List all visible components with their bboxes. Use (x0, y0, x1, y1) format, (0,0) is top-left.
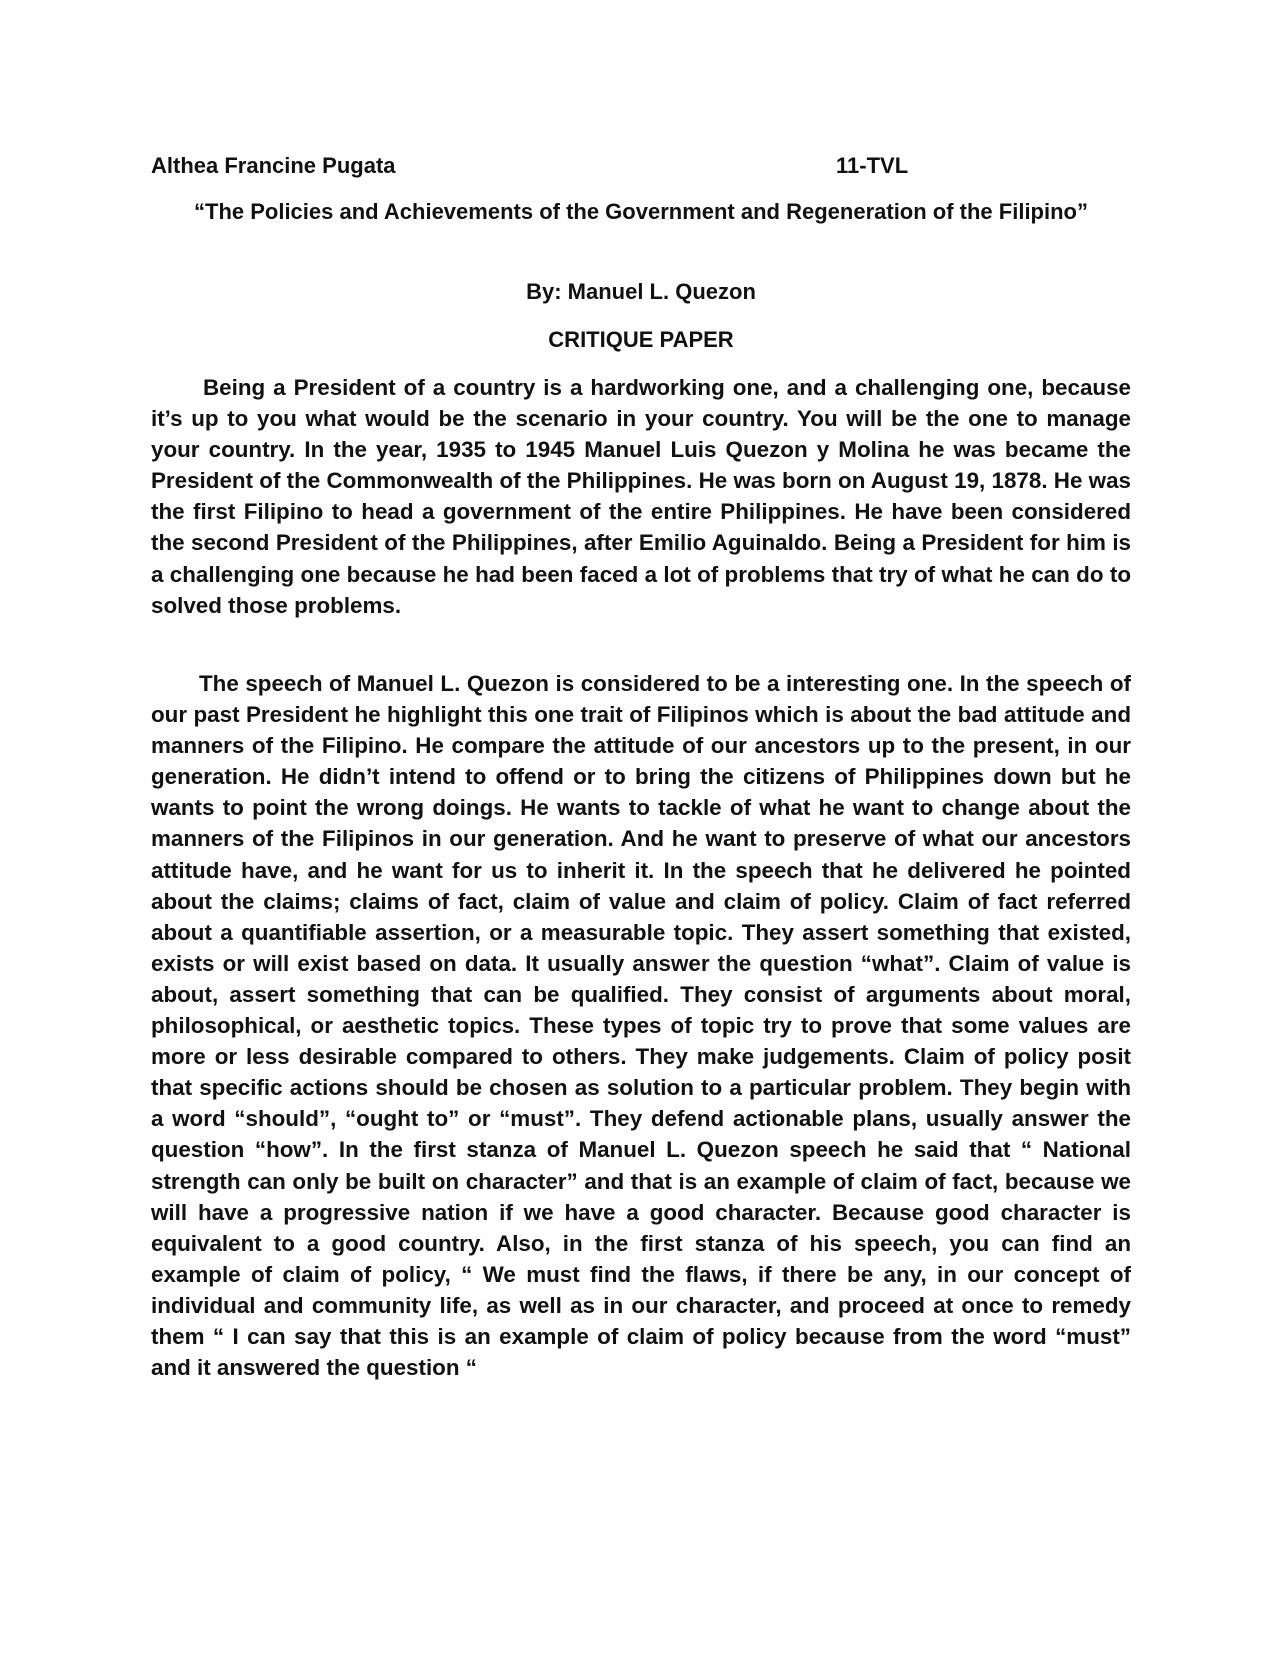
document-type-heading: CRITIQUE PAPER (548, 327, 734, 352)
document-title: “The Policies and Achievements of the Government and Regeneration of the Filipino” (194, 199, 1088, 224)
student-name: Althea Francine Pugata (151, 153, 396, 178)
body-paragraph-1: Being a President of a country is a hardworking one, and a challenging one, because it’s up to you what would be the scenario in your country. You will be the one to manage your country. In the year, 1935 to 1945 Manuel Luis Quezon y Molina he was became the President of the Commonwealth of the Philippines. He was born on August 19, 1878. He was the first Filipino to head a government of the entire Philippines. He have been considered the second President of the Philippines, after Emilio Aguinaldo. Being a President for him is a challenging one because he had been faced a lot of problems that try of what he can do to solved those problems. (151, 375, 1131, 618)
author-byline: By: Manuel L. Quezon (526, 279, 756, 304)
body-paragraph-2: The speech of Manuel L. Quezon is considered to be a interesting one. In the speech of our past President he highlight this one trait of Filipinos which is about the bad attitude and manners of the Filipino. He compare the attitude of our ancestors up to the present, in our generation. He didn’t intend to offend or to bring the citizens of Philippines down but he wants to point the wrong doings. He wants to tackle of what he want to change about the manners of the Filipinos in our generation. And he want to preserve of what our ancestors attitude have, and he want for us to inherit it. In the speech that he delivered he pointed about the claims; claims of fact, claim of value and claim of policy. Claim of fact referred about a quantifiable assertion, or a measurable topic. They assert something that existed, exists or will exist based on data. It usually answer the question “what”. Claim of value is about, assert something that can be qualified. They consist of arguments about moral, philosophical, or aesthetic topics. These types of topic try to prove that some values are more or less desirable compared to others. They make judgements. Claim of policy posit that specific actions should be chosen as solution to a particular problem. They begin with a word “should”, “ought to” or “must”. They defend actionable plans, usually answer the question “how”. In the first stanza of Manuel L. Quezon speech he said that “ National strength can only be built on character” and that is an example of claim of fact, because we will have a progressive nation if we have a good character. Because good character is equivalent to a good country. Also, in the first stanza of his speech, you can find an example of claim of policy, “ We must find the flaws, if there be any, in our concept of individual and community life, as well as in our character, and proceed at once to remedy them “ I can say that this is an example of claim of policy because from the word “must” and it answered the question “ (151, 671, 1131, 1381)
header-row (151, 150, 1131, 182)
student-section: 11-TVL (836, 153, 909, 178)
